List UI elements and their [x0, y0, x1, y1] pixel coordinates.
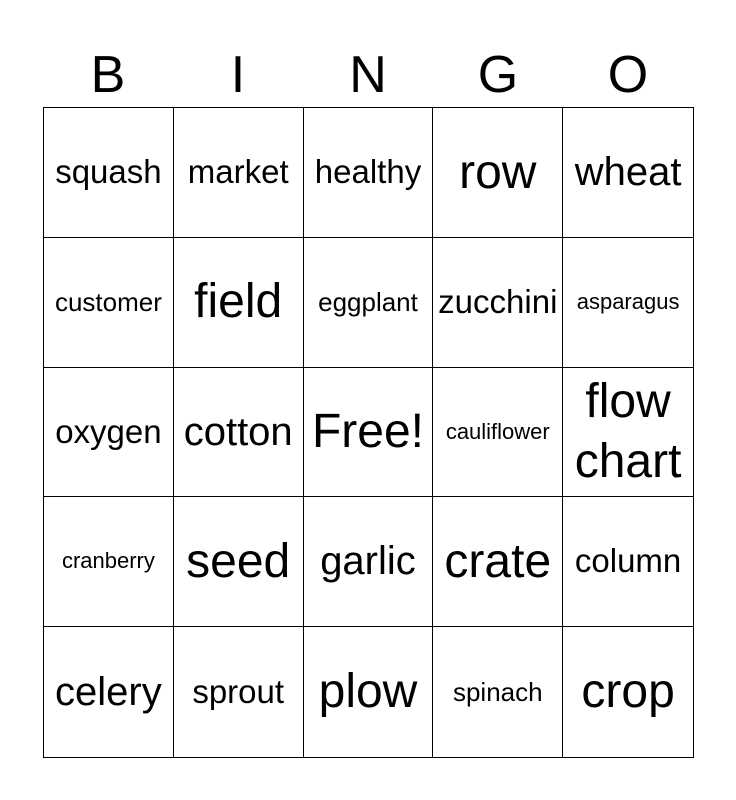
bingo-cell: wheat — [563, 108, 693, 238]
bingo-cell: cranberry — [44, 497, 174, 627]
bingo-cell: cotton — [174, 368, 304, 498]
bingo-cell: seed — [174, 497, 304, 627]
bingo-cell: sprout — [174, 627, 304, 757]
bingo-cell: cauliflower — [433, 368, 563, 498]
bingo-cell: asparagus — [563, 238, 693, 368]
bingo-cell: customer — [44, 238, 174, 368]
header-letter-i: I — [230, 46, 246, 104]
bingo-cell: plow — [304, 627, 434, 757]
bingo-cell: field — [174, 238, 304, 368]
free-space-cell: Free! — [304, 368, 434, 498]
bingo-cell: crop — [581, 665, 675, 719]
header-letter-o: O — [607, 46, 649, 104]
bingo-header — [43, 42, 693, 108]
bingo-card-grid — [43, 107, 694, 758]
header-letter-g: G — [477, 46, 519, 104]
bingo-cell: crate — [433, 497, 563, 627]
bingo-cell: garlic — [304, 497, 434, 627]
bingo-cell: healthy — [304, 108, 434, 238]
bingo-cell: column — [563, 497, 693, 627]
header-letter-b: B — [90, 46, 126, 104]
bingo-cell: celery — [44, 627, 174, 757]
bingo-cell: zucchini — [433, 238, 563, 368]
bingo-cell: market — [174, 108, 304, 238]
bingo-cell: eggplant — [304, 238, 434, 368]
bingo-cell: row — [433, 108, 563, 238]
bingo-cell: oxygen — [44, 368, 174, 498]
bingo-cell: squash — [44, 108, 174, 238]
header-letter-n: N — [349, 46, 387, 104]
bingo-cell: flow chart — [563, 368, 693, 498]
bingo-cell: spinach — [433, 627, 563, 757]
